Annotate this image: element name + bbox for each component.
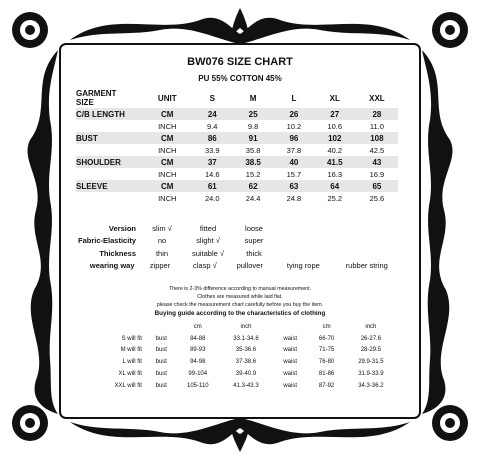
chart-title: BW076 SIZE CHART — [187, 56, 293, 68]
row-label: SHOULDER — [76, 156, 142, 168]
note-line: please check the measurement chart carefully before you buy the item. — [156, 302, 324, 308]
value-cell: 33.9 — [204, 145, 220, 155]
value-cell: 9.8 — [247, 121, 259, 131]
value-cell: 27 — [314, 108, 356, 120]
guide-row — [86, 356, 396, 368]
property-label: Thickness — [99, 248, 136, 258]
value-cell: 64 — [314, 180, 356, 192]
value-cell: 16.3 — [327, 169, 343, 179]
guide-inch: 35-36.6 — [235, 347, 257, 354]
guide-part: bust — [155, 382, 167, 389]
guide-inch: 34.3-36.2 — [358, 382, 384, 389]
table-row — [76, 180, 398, 192]
value-cell: 10.2 — [286, 121, 302, 131]
guide-part: waist — [283, 335, 298, 342]
header-size-m: M — [249, 93, 257, 103]
value-cell: 24 — [193, 108, 233, 120]
header-garment-size — [76, 88, 142, 108]
note-line: Clothes are measured while laid flat. — [197, 294, 283, 300]
property-label: Version — [108, 223, 136, 233]
table-row — [76, 132, 398, 144]
value-cell: 14.6 — [204, 169, 220, 179]
value-cell: 11.0 — [369, 121, 384, 131]
property-option: pullover — [236, 261, 263, 271]
value-cell: 24.8 — [286, 193, 302, 203]
guide-inch: 39-40.9 — [235, 371, 257, 378]
value-cell: 15.7 — [286, 169, 302, 179]
value-cell: 16.9 — [369, 169, 385, 179]
guide-header-inch: inch — [365, 323, 377, 330]
value-cell: 62 — [232, 180, 274, 192]
left-flourish — [28, 50, 58, 414]
guide-cm: 76-80 — [318, 359, 335, 366]
value-cell: 61 — [193, 180, 233, 192]
guide-part: waist — [283, 382, 298, 389]
guide-header-row — [86, 321, 396, 333]
value-cell: 26 — [274, 108, 314, 120]
row-label: BUST — [76, 132, 142, 144]
header-size-xl: XL — [329, 93, 340, 103]
guide-cm: 89-93 — [190, 347, 206, 354]
property-label: wearing way — [89, 261, 135, 271]
guide-cm: 105-110 — [186, 382, 209, 389]
property-option: thin — [155, 248, 169, 258]
property-row-elasticity — [76, 235, 396, 248]
guide-cm: 87-92 — [318, 382, 335, 389]
value-cell: 25 — [232, 108, 274, 120]
guide-part: bust — [155, 359, 167, 366]
guide-size-label: L will fit — [122, 359, 142, 366]
table-row — [76, 144, 398, 156]
unit-cell: CM — [142, 180, 193, 192]
value-cell: 63 — [274, 180, 314, 192]
value-cell: 38.5 — [232, 156, 274, 168]
property-option: slim √ — [152, 223, 172, 233]
guide-inch: 37-38.6 — [235, 359, 257, 366]
value-cell: 28 — [356, 108, 398, 120]
size-table — [76, 88, 398, 204]
property-option: zipper — [149, 261, 171, 271]
guide-header-cm: cm — [193, 323, 202, 330]
table-row — [76, 192, 398, 204]
value-cell: 24.4 — [245, 193, 261, 203]
value-cell: 43 — [356, 156, 398, 168]
property-row-thickness — [76, 247, 396, 260]
row-label: C/B LENGTH — [76, 108, 142, 120]
value-cell: 86 — [193, 132, 233, 144]
guide-inch: 28-29.5 — [360, 347, 382, 354]
property-option: suitable √ — [191, 248, 225, 258]
header-size-xxl: XXL — [369, 93, 385, 103]
guide-size-label: XL will fit — [118, 371, 142, 378]
guide-size-label: M will fit — [120, 347, 142, 354]
property-option: no — [157, 236, 167, 246]
guide-inch: 31.9-33.9 — [358, 371, 384, 378]
guide-inch: 26-27.6 — [360, 335, 382, 342]
table-row — [76, 156, 398, 168]
guide-row — [86, 333, 396, 345]
property-label: Fabric-Elasticity — [78, 236, 136, 246]
guide-size-label: XXL will fit — [114, 382, 142, 389]
guide-inch: 41.3-43.3 — [233, 382, 259, 389]
fabric-composition: PU 55% COTTON 45% — [198, 74, 282, 83]
unit-cell: CM — [142, 132, 193, 144]
unit-cell: INCH — [158, 121, 177, 131]
guide-cm: 71-75 — [318, 347, 335, 354]
guide-part: bust — [155, 347, 167, 354]
header-unit: UNIT — [157, 93, 177, 103]
property-option: clasp √ — [193, 261, 217, 271]
guide-inch: 33.1-34.6 — [233, 335, 259, 342]
table-row — [76, 120, 398, 132]
buying-guide-title: Buying guide according to the characteristics of clothing — [154, 310, 326, 317]
value-cell: 37 — [193, 156, 233, 168]
guide-part: waist — [283, 359, 298, 366]
value-cell: 25.6 — [369, 193, 385, 203]
guide-size-label: S will fit — [121, 335, 142, 342]
unit-cell: INCH — [158, 145, 177, 155]
guide-row — [86, 345, 396, 357]
value-cell: 15.2 — [245, 169, 261, 179]
guide-cm: 66-70 — [318, 335, 335, 342]
guide-part: bust — [155, 335, 167, 342]
guide-row — [86, 380, 396, 392]
property-option: rubber string — [345, 261, 388, 271]
guide-inch: 29.9-31.5 — [358, 359, 384, 366]
value-cell: 102 — [314, 132, 356, 144]
right-flourish — [422, 50, 452, 414]
guide-header-cm: cm — [322, 323, 331, 330]
value-cell: 9.4 — [207, 121, 218, 131]
property-row-wearing-way — [76, 260, 396, 273]
value-cell: 42.5 — [369, 145, 385, 155]
value-cell: 91 — [232, 132, 274, 144]
value-cell: 25.2 — [327, 193, 343, 203]
property-option: loose — [245, 223, 263, 233]
property-option: super — [244, 236, 264, 246]
table-row — [76, 108, 398, 120]
header-garment: GARMENT — [76, 89, 117, 98]
table-row — [76, 168, 398, 180]
unit-cell: INCH — [158, 193, 177, 203]
guide-part: waist — [283, 347, 298, 354]
property-row-version — [76, 222, 396, 235]
value-cell: 35.8 — [245, 145, 261, 155]
value-cell: 40 — [274, 156, 314, 168]
property-option: thick — [246, 248, 262, 258]
header-size-l: L — [291, 93, 297, 103]
guide-part: bust — [155, 371, 167, 378]
header-size: SIZE — [76, 98, 94, 107]
size-table-header — [76, 88, 398, 108]
note-line: There is 2-3% difference according to manual measurement. — [168, 286, 312, 292]
guide-cm: 99-104 — [188, 371, 208, 378]
value-cell: 24.0 — [204, 193, 220, 203]
property-option: slight √ — [196, 236, 220, 246]
guide-cm: 81-86 — [318, 371, 335, 378]
value-cell: 65 — [356, 180, 398, 192]
value-cell: 108 — [356, 132, 398, 144]
unit-cell: INCH — [158, 169, 177, 179]
guide-header-inch: inch — [240, 323, 252, 330]
guide-row — [86, 368, 396, 380]
guide-cm: 84-88 — [190, 335, 206, 342]
value-cell: 10.6 — [327, 121, 343, 131]
unit-cell: CM — [142, 156, 193, 168]
guide-part: waist — [283, 371, 298, 378]
value-cell: 40.2 — [327, 145, 343, 155]
property-option: fitted — [199, 223, 217, 233]
value-cell: 37.8 — [286, 145, 302, 155]
properties-section — [76, 222, 396, 272]
unit-cell: CM — [142, 108, 193, 120]
guide-cm: 94-98 — [190, 359, 206, 366]
row-label: SLEEVE — [76, 180, 142, 192]
buying-guide-table — [86, 321, 396, 392]
header-size-s: S — [209, 93, 215, 103]
measurement-notes — [0, 285, 480, 309]
value-cell: 96 — [274, 132, 314, 144]
value-cell: 41.5 — [314, 156, 356, 168]
property-option: tying rope — [286, 261, 320, 271]
